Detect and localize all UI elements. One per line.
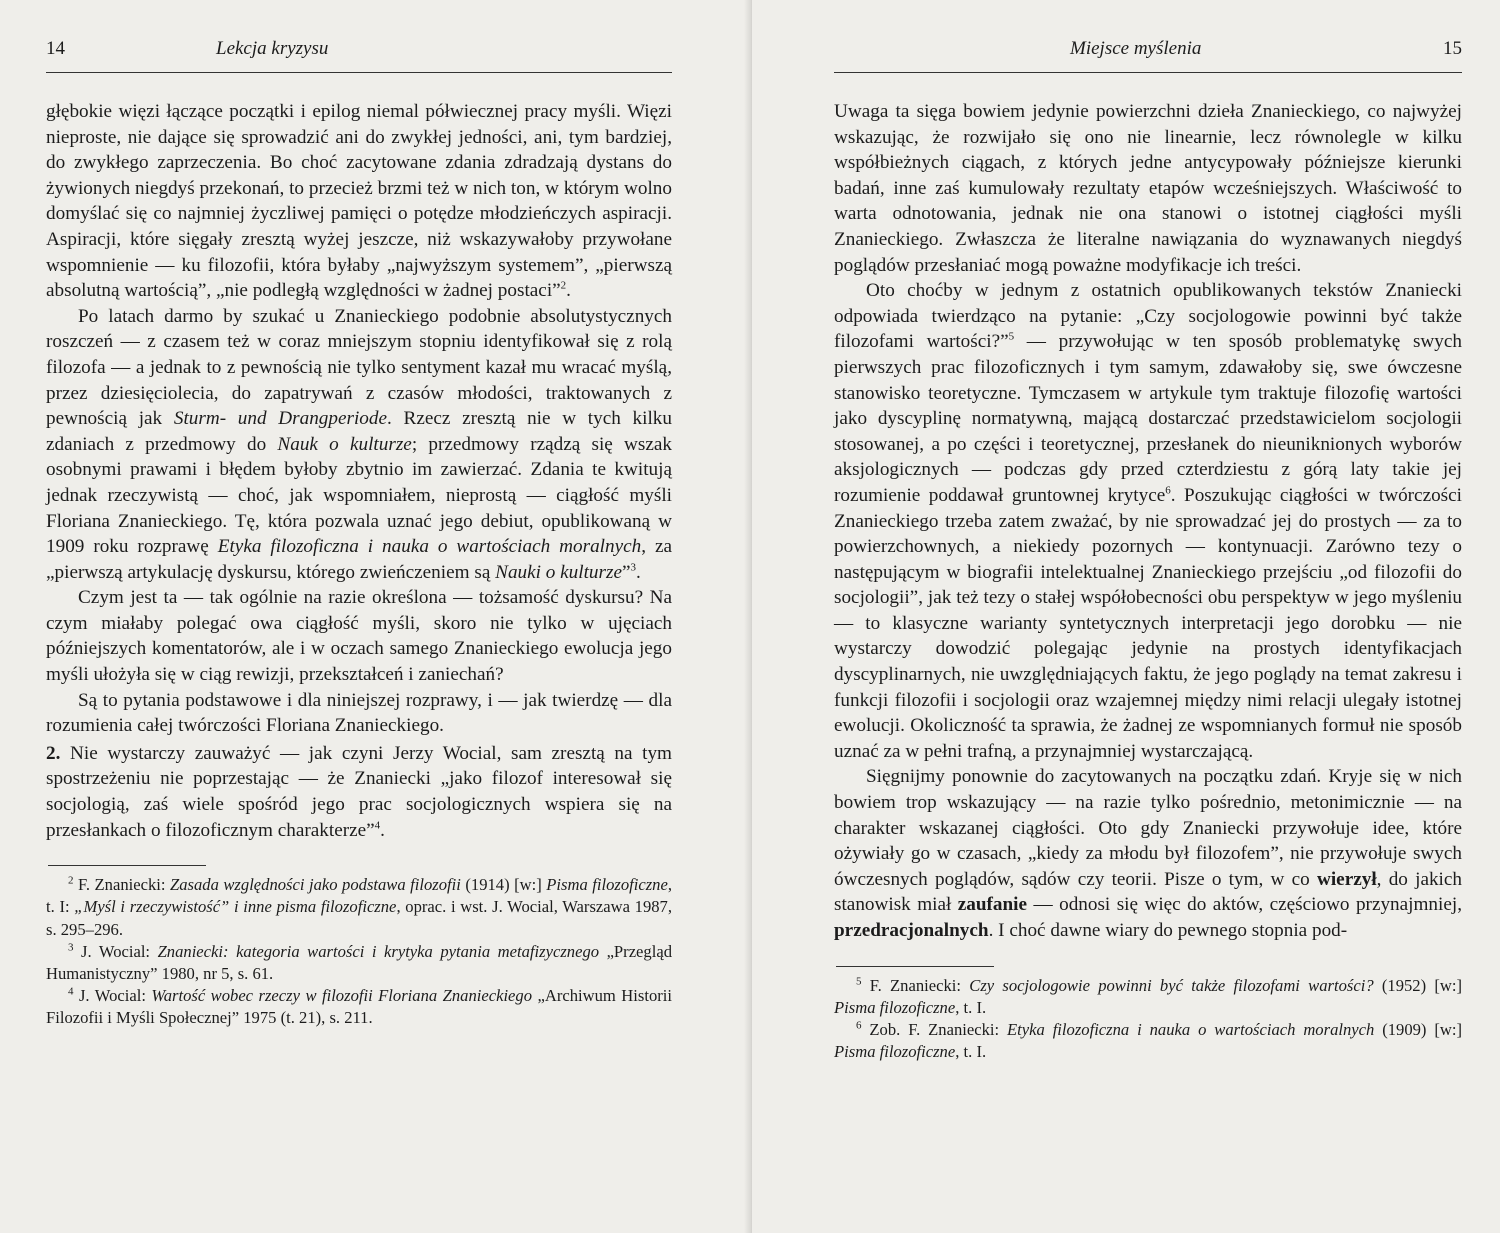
- footnote-ref: 5: [1008, 330, 1015, 343]
- italic-title: Czy socjologowie powinni być także filozofami wartości?: [969, 975, 1374, 995]
- page-number: 14: [46, 38, 65, 59]
- text-run: J. Wocial:: [73, 986, 152, 1006]
- text-run: , za „pierwszą artykulację dyskursu, którego zwieńczeniem są: [46, 536, 673, 583]
- text-run: .: [380, 819, 385, 841]
- bold-term: wierzył: [1316, 868, 1377, 890]
- footnote-ref: 3: [630, 561, 637, 574]
- footnote-mark: 6: [856, 1019, 862, 1032]
- footnote: [46, 874, 672, 941]
- footnote: [834, 975, 1462, 1019]
- text-run: ”: [621, 561, 631, 583]
- text-run: . I choć dawne wiary do pewnego stopnia pod-: [988, 920, 1348, 941]
- text-run: „Archiwum Historii Filozofii i Myśli Społecznej” 1975 (t. 21), s. 211.: [46, 986, 673, 1028]
- paragraph: [46, 99, 672, 304]
- text-run: — odnosi się więc do aktów, częściowo przynajmniej,: [1027, 894, 1462, 916]
- footnote-divider: [836, 966, 994, 967]
- right-page: [752, 0, 1500, 1233]
- italic-title: Pisma filozoficzne: [834, 997, 956, 1017]
- text-run: , t. I.: [955, 1042, 987, 1062]
- paragraph: [46, 304, 672, 586]
- italic-title: Pisma filozoficzne: [546, 875, 668, 895]
- text-run: . Rzecz zresztą nie w tych kilku zdaniach z przedmowy do: [46, 408, 672, 455]
- paragraph: Uwaga ta sięga bowiem jedynie powierzchni dzieła Znanieckiego, co najwyżej wskazując, że rozwijało się ono nie linearnie, lecz równolegle w kilku współbieżnych ciągach, z których jedne antycypowały późniejsze kierunki badań, inne zaś kumulowały rezultaty etapów wcześniejszych. Właściwość to warta odnotowania, jednak nie ona stanowi o istotnej ciągłości myśli Znanieckiego. Zwłaszcza że literalne nawiązania do wyznawanych niegdyś poglądów przesłaniać mogą poważne modyfikacje ich treści.: [834, 101, 1462, 276]
- text-run: Sięgnijmy ponownie do zacytowanych na początku zdań. Kryje się w nich bowiem trop wskazujący — na razie tylko pośrednio, metonimicznie — na charakter wskazanej ciągłości. Oto gdy Znaniecki przywołuje idee, które ożywiały go w czasach, „kiedy za młodu był filozofem”, nie przywołuje swych ówczesnych poglądów, sądów czy teorii. Pisze o tym, w co: [834, 766, 1462, 890]
- section-paragraph: [46, 741, 672, 843]
- footnote-ref: 6: [1165, 484, 1171, 497]
- italic-title: Nauk o kulturze: [277, 433, 412, 455]
- text-run: , oprac. i wst. J. Wocial, Warszawa 1987, s. 295–296.: [46, 897, 672, 939]
- running-title: Lekcja kryzysu: [216, 38, 329, 59]
- left-body-text: [46, 99, 672, 843]
- paragraph: [834, 278, 1462, 764]
- text-run: Po latach darmo by szukać u Znanieckiego podobnie absolutystycznych roszczeń — z czasem też w coraz mniejszym stopniu identyfikował się z rolą filozofa — a jednak to z pewnością nie tylko sentyment kazał mu wracać myślą, przez dziesięciolecia, do zapatrywań z czasów młodości, traktowanych z pewnością jak: [46, 305, 672, 430]
- text-run: J. Wocial:: [73, 941, 158, 961]
- running-title: Miejsce myślenia: [1070, 38, 1202, 59]
- text-run: .: [566, 280, 571, 302]
- footnote-ref: 4: [374, 819, 381, 832]
- text-run: „Przegląd Humanistyczny” 1980, nr 5, s. 61.: [46, 941, 672, 984]
- text-run: (1952) [w:]: [1373, 975, 1462, 995]
- text-run: , do jakich stanowisk miał: [834, 868, 1462, 916]
- text-run: ; przedmowy rządzą się wszak osobnymi prawami i błędem byłoby zbytnio im zawierzać. Zdania te kwitują jednak rzeczywistą — choć, jak wspomniałem, nieprostą — ciągłość myśli Floriana Znanieckiego. Tę, która pozwala uznać jego debiut, opublikowaną w 1909 roku rozprawę: [46, 433, 672, 558]
- text-run: Nie wystarczy zauważyć — jak czyni Jerzy Wocial, sam zresztą na tym spostrzeżeniu nie poprzestając — że Znaniecki „jako filozof interesował się socjologią, zaś wiele spośród jego prac socjologicznych wspiera się na przesłankach o filozoficznym charakterze”: [46, 742, 672, 841]
- footnote-mark: 3: [68, 941, 74, 954]
- text-run: . Poszukując ciągłości w twórczości Znanieckiego trzeba zatem zważać, by nie sprowadzać jej do prostych — za to powierzchownych, a niekiedy pozornych — kontynuacji. Zarówno tezy o następującym w biografii intelektualnej Znanieckiego przejściu „od filozofii do socjologii”, jak też tezy o stałej współobecności obu perspektyw w jego myśleniu — to klasyczne warianty syntetycznych interpretacji jego dorobku — nie wystarczy dowodzić polegając jedynie na prostych identyfikacjach dyscyplinarnych, nie uwzględniających faktu, że jego poglądy na temat zakresu i funkcji filozofii i socjologii oraz wzajemnej między nimi relacji ulegały istotnej ewolucji. Okoliczność ta sprawia, że żadnej ze wspomnianych formuł nie sposób uznać za w pełni trafną, a przynajmniej wystarczającą.: [834, 484, 1462, 762]
- right-page-content: [834, 38, 1462, 1063]
- paragraph: [834, 764, 1462, 943]
- italic-title: Znaniecki: kategoria wartości i krytyka pytania metafizycznego: [157, 941, 600, 961]
- text-run: , t. I.: [955, 997, 987, 1017]
- footnote-mark: 4: [68, 985, 74, 998]
- footnote-mark: 5: [856, 975, 862, 988]
- text-run: F. Znaniecki:: [73, 875, 170, 895]
- footnote: [834, 1019, 1462, 1063]
- footnote-divider: [48, 865, 206, 866]
- text-run: F. Znaniecki:: [861, 975, 970, 995]
- section-number: 2.: [46, 742, 61, 764]
- text-run: — przywołując w ten sposób problematykę swych pierwszych prac filozoficznych i tym samym, zdawałoby się, swe ówczesne stanowisko teoretyczne. Tymczasem w artykule tym traktuje filozofię wartości jako dyscyplinę normatywną, mającą dostarczać przedstawicielom socjologii stosowanej, a po części i teoretycznej, przesłanek do nieuniknionych wyborów aksjologicznych — podczas gdy przed czterdziestu z górą laty takie jej rozumienie poddawał gruntownej krytyce: [834, 331, 1462, 506]
- footnote: [46, 985, 672, 1029]
- text-run: , t. I:: [46, 875, 672, 917]
- paragraph: Są to pytania podstawowe i dla niniejszej rozprawy, i — jak twierdzę — dla rozumienia całej twórczości Floriana Znanieckiego.: [46, 689, 672, 737]
- left-footnotes: [46, 874, 672, 1029]
- bold-term: przedracjonalnych: [834, 920, 989, 941]
- page-number: 15: [1443, 38, 1462, 59]
- italic-title: Wartość wobec rzeczy w filozofii Floriana Znanieckiego: [151, 986, 533, 1006]
- italic-title: „Myśl i rzeczywistość” i inne pisma filozoficzne: [74, 897, 397, 917]
- bold-term: zaufanie: [957, 894, 1028, 916]
- paragraph: Czym jest ta — tak ogólnie na razie określona — tożsamość dyskursu? Na czym miałaby polegać owa ciągłość myśli, skoro nie tylko w ujęciach późniejszych komentatorów, ale i w oczach samego Znanieckiego ewolucja jego myśli ułożyła się w ciąg rewizji, przekształceń i zaniechań?: [46, 587, 672, 686]
- italic-title: Etyka filozoficzna i nauka o wartościach moralnych: [217, 536, 642, 558]
- italic-title: Etyka filozoficzna i nauka o wartościach moralnych: [1007, 1020, 1375, 1039]
- right-footnotes: [834, 975, 1462, 1064]
- left-page-content: [46, 38, 672, 1030]
- text-run: (1914) [w:]: [460, 875, 547, 895]
- left-running-header: [46, 38, 672, 73]
- text-run: Oto choćby w jednym z ostatnich opublikowanych tekstów Znaniecki odpowiada twierdząco na pytanie: „Czy socjologowie powinni być także filozofami wartości?”: [834, 280, 1462, 353]
- text-run: Zob. F. Znaniecki:: [861, 1020, 1008, 1039]
- italic-title: Sturm- und Drangperiode: [173, 408, 388, 430]
- italic-title: Nauki o kulturze: [495, 561, 622, 583]
- italic-title: Pisma filozoficzne: [834, 1042, 956, 1062]
- footnote-ref: 2: [560, 279, 567, 292]
- footnote: [46, 941, 672, 985]
- text-run: .: [636, 561, 641, 583]
- right-running-header: [834, 38, 1462, 73]
- text-run: (1909) [w:]: [1374, 1020, 1462, 1039]
- italic-title: Zasada względności jako podstawa filozofii: [170, 875, 461, 895]
- right-body-text: [834, 99, 1462, 944]
- text-run: głębokie więzi łączące początki i epilog niemal półwiecznej pracy myśli. Więzi nieproste, nie dające się sprowadzić ani do zwykłej jedności, ani, tym bardziej, do zwykłego zaprzeczenia. Bo choć zacytowane zdania zdradzają dystans do żywionych niegdyś przekonań, to przecież brzmi też w nich ton, w którym wolno domyślać się co najmniej życzliwej pamięci o potędze młodzieńczych aspiracji. Aspiracji, które sięgały zresztą wyżej jeszcze, niż wskazywałoby przywołane wspomnienie — ku filozofii, która byłaby „najwyższym systemem”, „pierwszą absolutną wartością”, „nie podległą względności w żadnej postaci”: [46, 101, 672, 302]
- footnote-mark: 2: [68, 874, 74, 887]
